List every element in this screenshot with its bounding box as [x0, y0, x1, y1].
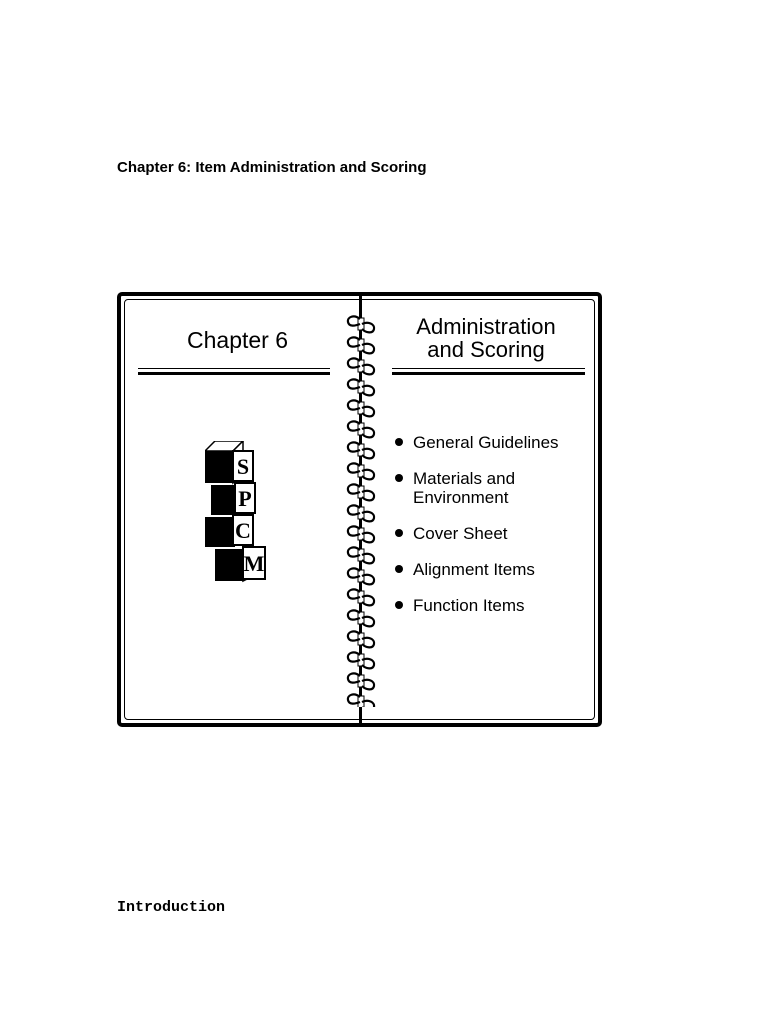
bullet-icon [395, 565, 403, 573]
binding-ring-icon [348, 358, 374, 374]
binding-ring-icon [348, 631, 374, 647]
binding-ring-icon [348, 694, 374, 707]
binding-ring-icon [348, 568, 374, 584]
binding-ring-icon [348, 589, 374, 605]
topic-label: Function Items [413, 596, 525, 615]
section-heading-introduction: Introduction [117, 899, 226, 916]
topic-label: Alignment Items [413, 560, 535, 579]
spiral-binding [345, 312, 377, 707]
topic-item [391, 469, 583, 507]
spcm-blocks-logo [205, 441, 271, 593]
chapter-number-label: Chapter 6 [187, 327, 289, 353]
logo-block-p [211, 483, 255, 515]
topic-label: General Guidelines [413, 433, 559, 452]
bullet-icon [395, 474, 403, 482]
binding-ring-icon [348, 547, 374, 563]
logo-letter-s: S [236, 454, 250, 479]
binding-ring-icon [348, 379, 374, 395]
binding-ring-icon [348, 526, 374, 542]
topic-label: Materials and [413, 469, 516, 488]
right-page-title-line-1: Administration [416, 314, 556, 339]
bullet-icon [395, 529, 403, 537]
chapter-notebook-illustration [117, 292, 602, 727]
logo-block-m [215, 545, 265, 581]
logo-block-s [205, 441, 253, 483]
bullet-icon [395, 438, 403, 446]
logo-letter-p: P [238, 486, 252, 511]
bullet-icon [395, 601, 403, 609]
binding-ring-icon [348, 652, 374, 668]
topic-label: Cover Sheet [413, 524, 508, 543]
topic-list [391, 433, 583, 632]
logo-letter-c: C [235, 518, 251, 543]
binding-ring-icon [348, 337, 374, 353]
binding-ring-icon [348, 316, 374, 332]
topic-item [391, 560, 583, 579]
binding-ring-icon [348, 505, 374, 521]
logo-letter-m: M [243, 551, 265, 576]
right-page-title-line-2: and Scoring [427, 337, 545, 362]
topic-item [391, 596, 583, 615]
right-page-title [401, 315, 571, 361]
logo-block-c [205, 515, 253, 547]
binding-ring-icon [348, 400, 374, 416]
binding-ring-icon [348, 673, 374, 689]
topic-item [391, 433, 583, 452]
binding-ring-icon [348, 610, 374, 626]
topic-item [391, 524, 583, 543]
left-page-rule [138, 368, 330, 375]
binding-ring-icon [348, 484, 374, 500]
binding-ring-icon [348, 463, 374, 479]
binding-ring-icon [348, 421, 374, 437]
page-running-title: Chapter 6: Item Administration and Scoring [117, 159, 427, 176]
binding-ring-icon [348, 442, 374, 458]
topic-label-continued: Environment [413, 488, 509, 507]
right-page-rule [392, 368, 585, 375]
